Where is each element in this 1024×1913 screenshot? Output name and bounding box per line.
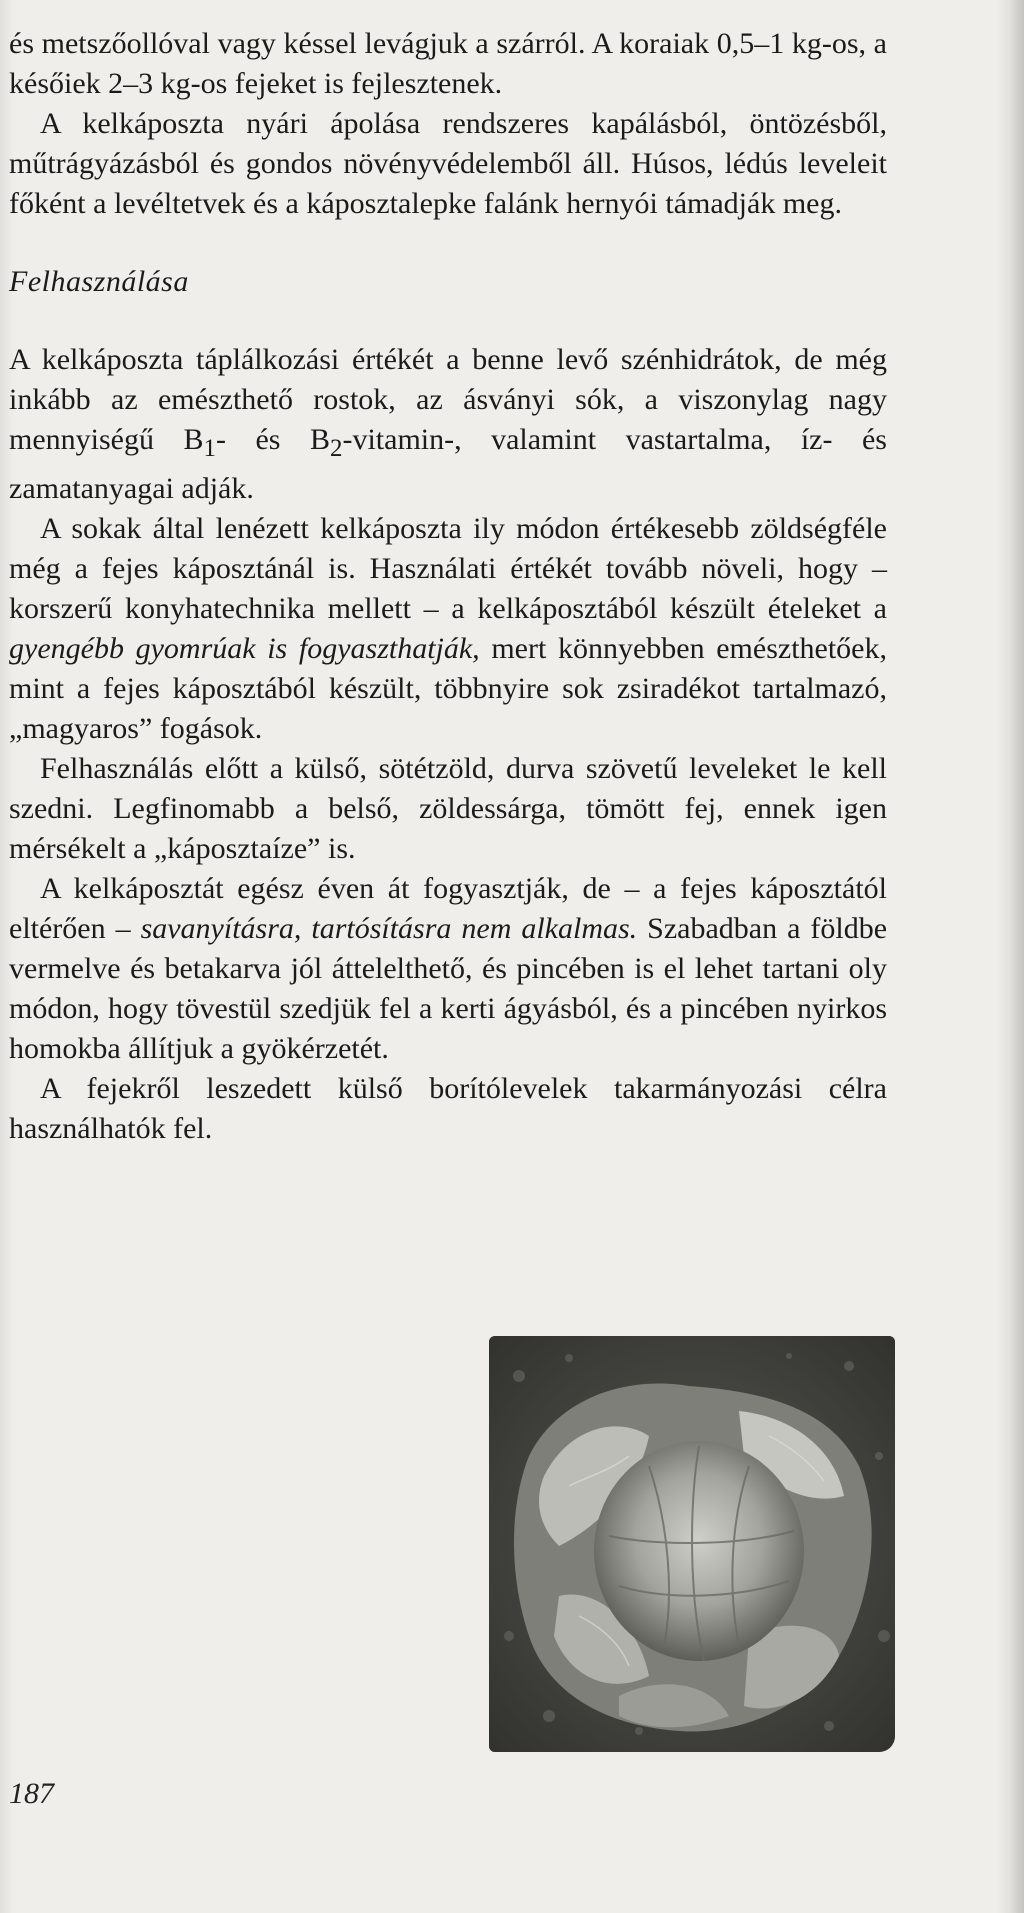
storage-text-2: Szabadban a földbe vermelve és betakarva jól áttelelthető, és pincében is el lehet tartani oly módon, hogy tövestül szedjük fel a kerti ágyásból, és a pincében nyirkos homokba állítjuk a gyökérzetét. bbox=[9, 912, 888, 1065]
paragraph-intro-2 bbox=[9, 104, 887, 224]
paragraph-preparation bbox=[9, 749, 887, 869]
storage-text-1: A kelkáposztát egész éven át fogyasztják, de – a fejes káposztától eltérően – bbox=[9, 872, 887, 945]
section-heading: Felhasználása bbox=[9, 265, 189, 298]
storage-text-italic: savanyításra, tartósításra nem alkalmas. bbox=[140, 912, 638, 945]
cabbage-illustration bbox=[489, 1336, 895, 1752]
preparation-text: Felhasználás előtt a külső, sötétzöld, durva szövetű leveleket le kell szedni. Legfinomabb a belső, zöldessárga, tömött fej, ennek igen mérsékelt a „káposztaíze” is. bbox=[9, 752, 887, 865]
nutrition-text-1: A kelkáposzta táplálkozási értékét a benne levő szénhidrátok, de még inkább az emészthető rostok, az ásványi sók, a viszonylag nagy mennyiségű B bbox=[9, 343, 887, 456]
value-text-1: A sokak által lenézett kelkáposzta ily módon értékesebb zöldségféle még a fejes káposztánál is. Használati értékét tovább növeli, hogy – korszerű konyhatechnika mellett – a kelkáposztából készült ételeket a bbox=[9, 512, 887, 625]
paragraph-intro-2-text: A kelkáposzta nyári ápolása rendszeres kapálásból, öntözésből, műtrágyázásból és gondos növényvédelemből áll. Húsos, lédús leveleit főként a levéltetvek és a káposztalepke falánk hernyói támadják meg. bbox=[9, 107, 887, 220]
paragraph-intro-1-text: és metszőollóval vagy késsel levágjuk a szárról. A koraiak 0,5–1 kg-os, a későiek 2–3 kg-os fejeket is fejlesztenek. bbox=[9, 27, 887, 100]
paragraph-value bbox=[9, 509, 887, 749]
vitamin-b2-subscript: 2 bbox=[329, 435, 343, 462]
value-text-2: mert könnyebben emészthetőek, mint a fejes káposztából készült, többnyire sok zsiradékot tartalmazó, „magyaros” fogások. bbox=[9, 632, 887, 745]
paragraph-intro-1 bbox=[9, 24, 887, 104]
savoy-cabbage-photo bbox=[489, 1336, 895, 1752]
fodder-text: A fejekről leszedett külső borítólevelek takarmányozási célra használhatók fel. bbox=[9, 1072, 887, 1145]
paragraph-storage bbox=[9, 869, 887, 1069]
body-text bbox=[9, 24, 887, 1149]
paragraph-nutrition bbox=[9, 340, 887, 509]
vitamin-b1-subscript: 1 bbox=[203, 435, 216, 462]
nutrition-text-3: -vitamin-, valamint vastartalma, íz- és zamatanyagai adják. bbox=[9, 423, 887, 505]
page-number: 187 bbox=[9, 1777, 54, 1810]
value-text-italic: gyengébb gyomrúak is fogyaszthatják, bbox=[9, 632, 480, 665]
paragraph-fodder bbox=[9, 1069, 887, 1149]
nutrition-text-2: - és B bbox=[215, 423, 330, 456]
